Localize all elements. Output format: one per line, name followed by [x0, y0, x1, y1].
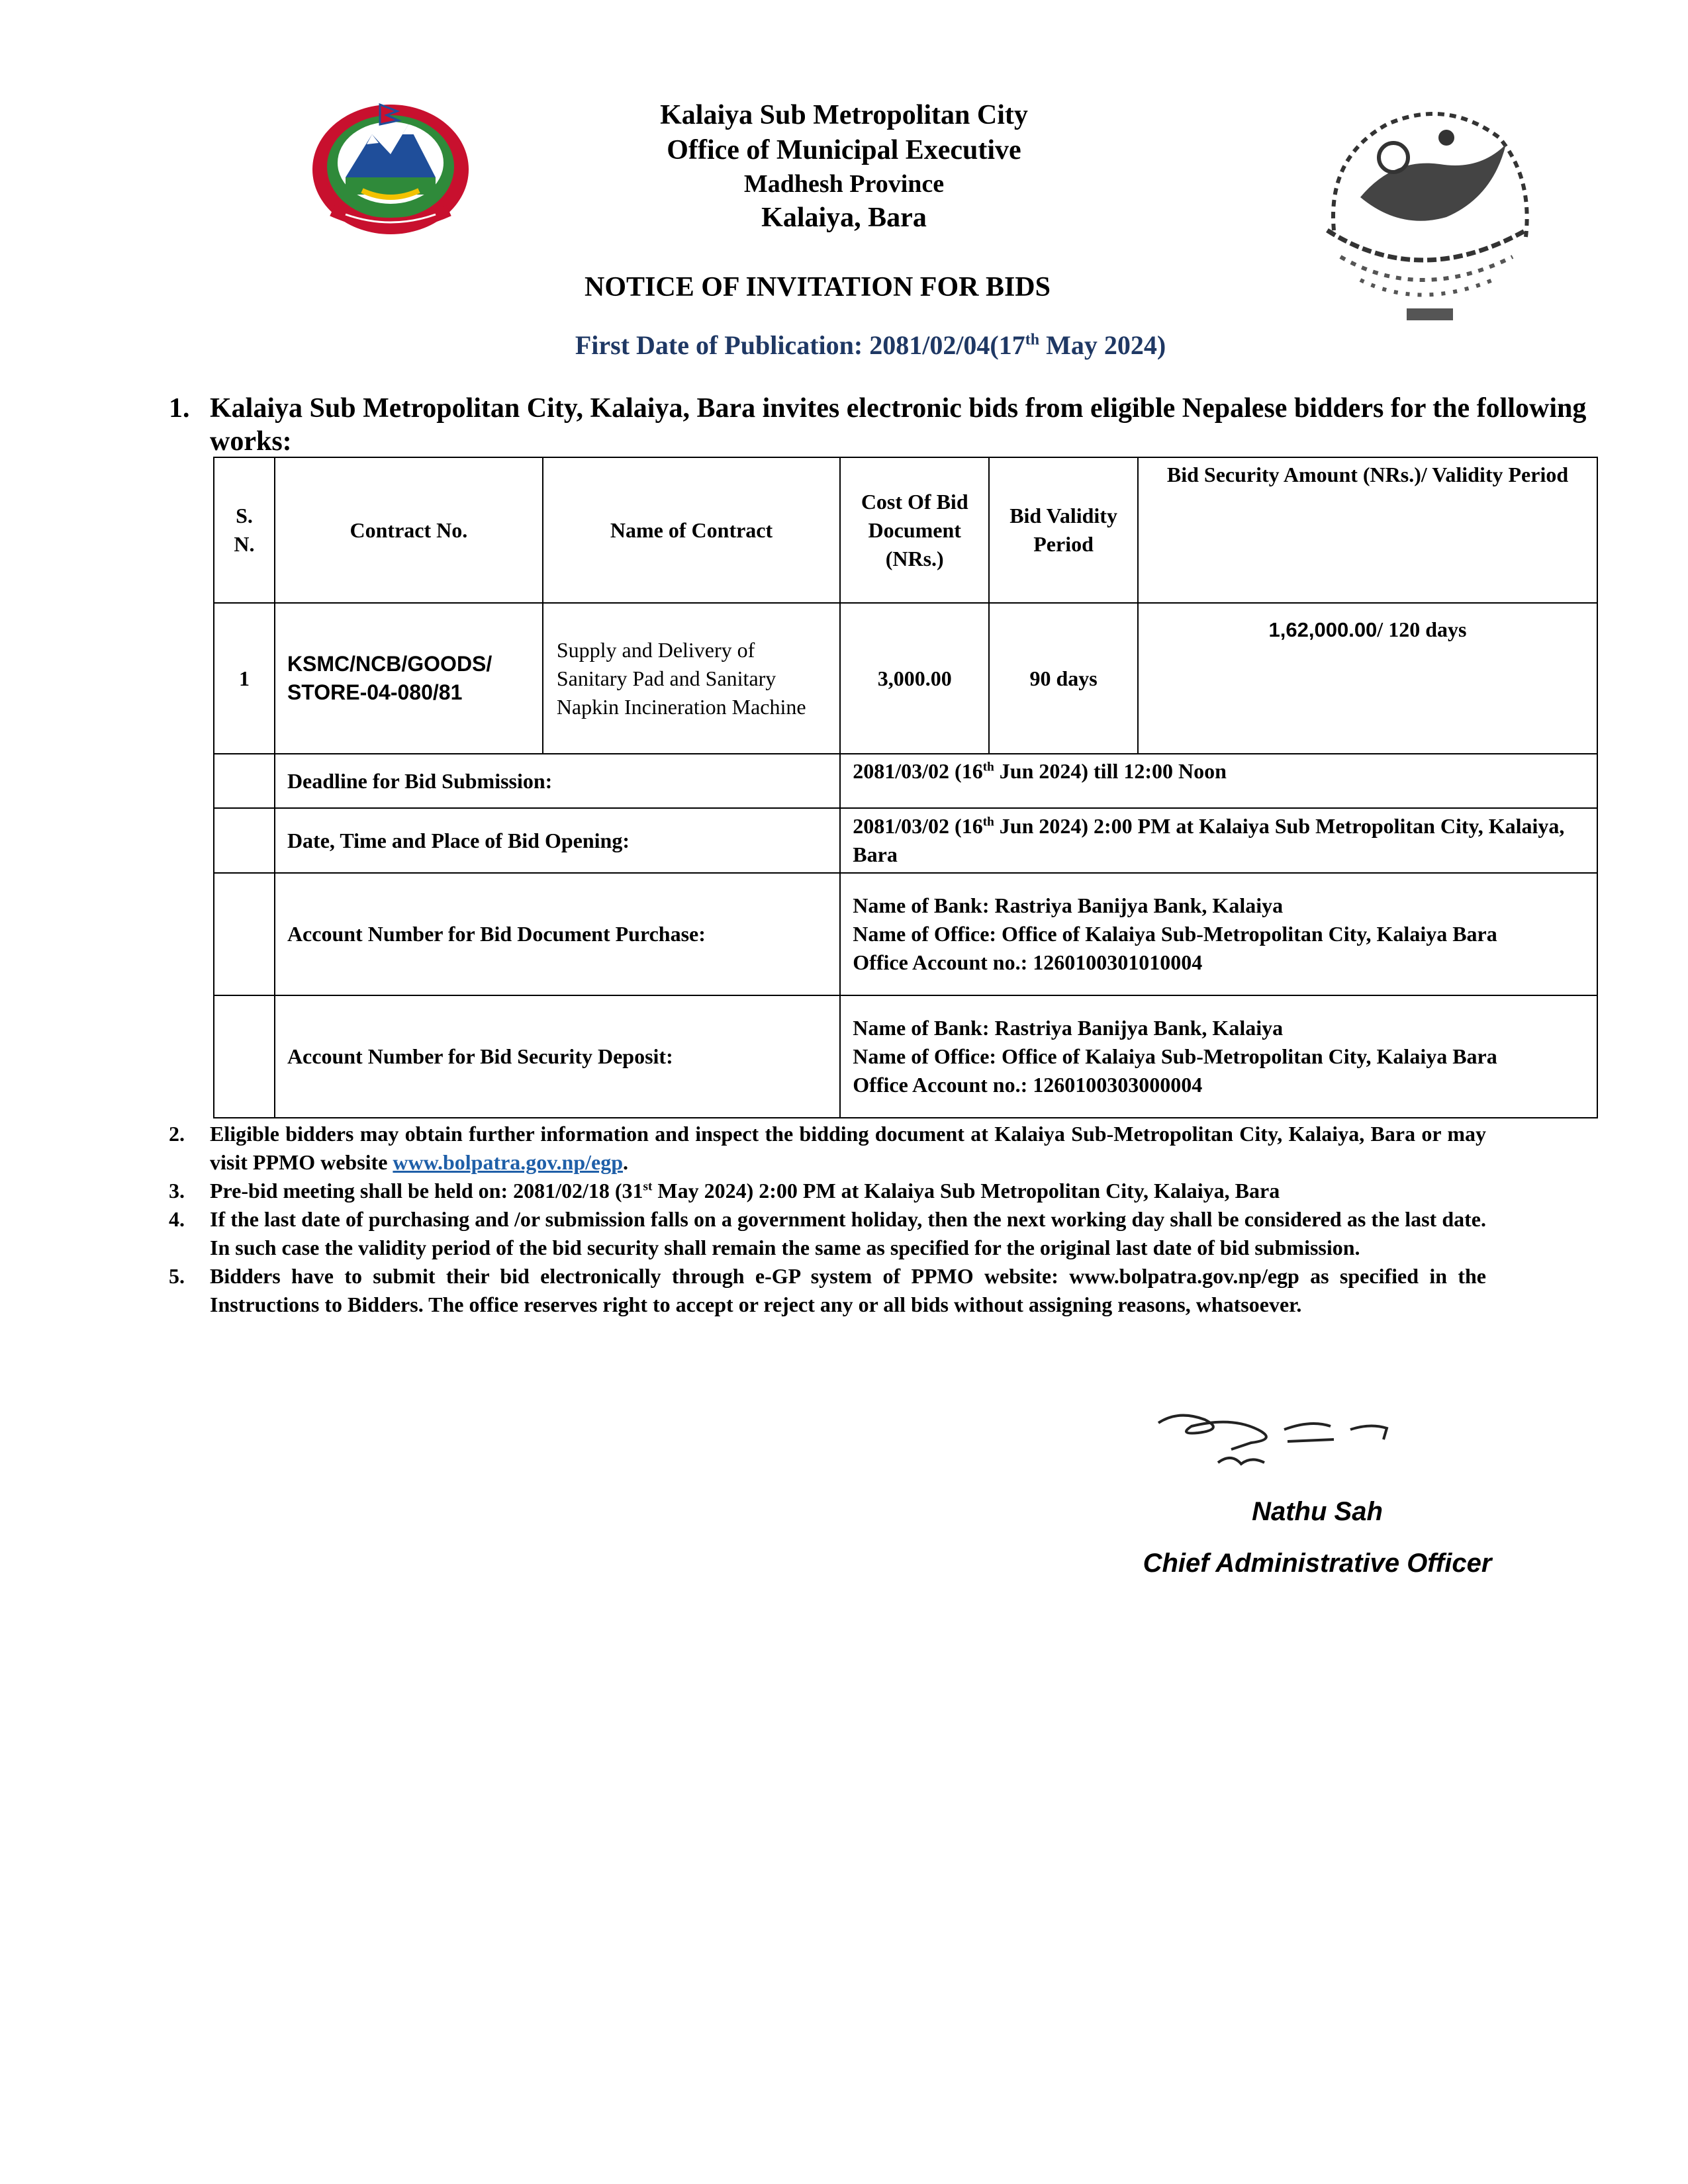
- publication-prefix: First Date of Publication: 2081/02/04(17: [575, 330, 1025, 360]
- purchase-office: Name of Office: Office of Kalaiya Sub-Metropolitan City, Kalaiya Bara: [853, 922, 1497, 946]
- purchase-row: [214, 873, 1597, 995]
- opening-value-b: Jun 2024) 2:00 PM at Kalaiya Sub Metropolitan City, Kalaiya, Bara: [853, 814, 1565, 866]
- opening-value: [840, 808, 1597, 873]
- publication-date: [26, 330, 1688, 361]
- header-contract-no: Contract No.: [275, 457, 543, 603]
- row-contract-no: KSMC/NCB/GOODS/ STORE-04-080/81: [275, 603, 543, 754]
- deadline-value: [840, 754, 1597, 808]
- deadline-label: Deadline for Bid Submission:: [275, 754, 840, 808]
- security-amount: 1,62,000.00: [1268, 618, 1378, 641]
- list-item: [169, 1177, 1486, 1205]
- item-number: 4.: [169, 1207, 185, 1231]
- opening-row: [214, 808, 1597, 873]
- deadline-sup: th: [982, 760, 994, 774]
- publication-sup: th: [1025, 331, 1040, 349]
- deadline-value-b: Jun 2024) till 12:00 Noon: [994, 759, 1227, 783]
- opening-sup: th: [982, 815, 994, 829]
- deadline-row: [214, 754, 1597, 808]
- item-text-a: Pre-bid meeting shall be held on: 2081/02/18 (31: [210, 1179, 643, 1203]
- header-validity: Bid Validity Period: [989, 457, 1138, 603]
- intro-number: 1.: [169, 393, 190, 424]
- intro-text: Kalaiya Sub Metropolitan City, Kalaiya, Bara invites electronic bids from eligible Nepalese bidders for the following works:: [210, 393, 1587, 457]
- list-item: [169, 1262, 1486, 1319]
- purchase-label: Account Number for Bid Document Purchase:: [275, 873, 840, 995]
- item-text: Eligible bidders may obtain further information and inspect the bidding document at Kalaiya Sub-Metropolitan City, Kalaiya, Bara or may visit PPMO website: [210, 1122, 1486, 1174]
- row-sn: 1: [214, 603, 275, 754]
- signature-mark: [1152, 1403, 1403, 1476]
- header-security: Bid Security Amount (NRs.)/ Validity Period: [1138, 457, 1597, 603]
- province-name: Madhesh Province: [743, 170, 945, 198]
- purchase-account: Office Account no.: 1260100301010004: [853, 950, 1203, 974]
- deposit-value: [840, 995, 1597, 1118]
- empty-cell: [214, 754, 275, 808]
- row-name: Supply and Delivery of Sanitary Pad and Sanitary Napkin Incineration Machine: [543, 603, 840, 754]
- opening-value-a: 2081/03/02 (16: [853, 814, 983, 838]
- deposit-row: [214, 995, 1597, 1118]
- publication-suffix: May 2024): [1039, 330, 1166, 360]
- deposit-bank: Name of Bank: Rastriya Banijya Bank, Kalaiya: [853, 1016, 1284, 1040]
- row-security: [1138, 603, 1597, 754]
- ppmo-link[interactable]: www.bolpatra.gov.np/egp: [393, 1150, 624, 1174]
- purchase-value: [840, 873, 1597, 995]
- list-item: [169, 1205, 1486, 1262]
- office-name: Office of Municipal Executive: [667, 135, 1021, 165]
- item-end: .: [623, 1150, 629, 1174]
- row-cost: 3,000.00: [840, 603, 989, 754]
- intro-paragraph: [169, 392, 1599, 458]
- table-header-row: [214, 457, 1597, 603]
- deposit-label: Account Number for Bid Security Deposit:: [275, 995, 840, 1118]
- row-validity: 90 days: [989, 603, 1138, 754]
- empty-cell: [214, 808, 275, 873]
- item-text: Bidders have to submit their bid electronically through e-GP system of PPMO website: www.bolpatra.gov.np/egp as specified in the Instructions to Bidders. The office reserves right to accept or reject any or all bids without assigning reasons, whatsoever.: [210, 1264, 1486, 1316]
- item-number: 3.: [169, 1179, 185, 1203]
- signatory-title: Chief Administrative Officer: [1143, 1549, 1492, 1578]
- item-text-b: May 2024) 2:00 PM at Kalaiya Sub Metropolitan City, Kalaiya, Bara: [652, 1179, 1280, 1203]
- item-sup: st: [643, 1179, 653, 1194]
- item-text: If the last date of purchasing and /or submission falls on a government holiday, then the next working day shall be considered as the last date. In such case the validity period of the bid security shall remain the same as specified for the original last date of bid submission.: [210, 1207, 1486, 1259]
- bid-table: [213, 457, 1598, 1118]
- table-row: [214, 603, 1597, 754]
- item-number: 2.: [169, 1122, 185, 1146]
- list-item: [169, 1120, 1486, 1177]
- opening-label: Date, Time and Place of Bid Opening:: [275, 808, 840, 873]
- deposit-account: Office Account no.: 1260100303000004: [853, 1073, 1203, 1097]
- signatory-name: Nathu Sah: [1252, 1497, 1383, 1526]
- purchase-bank: Name of Bank: Rastriya Banijya Bank, Kalaiya: [853, 893, 1284, 917]
- empty-cell: [214, 995, 275, 1118]
- header-name: Name of Contract: [543, 457, 840, 603]
- deadline-value-a: 2081/03/02 (16: [853, 759, 983, 783]
- terms-list: [169, 1120, 1486, 1319]
- header-sn: S. N.: [214, 457, 275, 603]
- header-cost: Cost Of Bid Document (NRs.): [840, 457, 989, 603]
- item-number: 5.: [169, 1264, 185, 1288]
- empty-cell: [214, 873, 275, 995]
- deposit-office: Name of Office: Office of Kalaiya Sub-Metropolitan City, Kalaiya Bara: [853, 1044, 1497, 1068]
- location: Kalaiya, Bara: [761, 203, 927, 233]
- notice-title: NOTICE OF INVITATION FOR BIDS: [585, 272, 1051, 302]
- org-name: Kalaiya Sub Metropolitan City: [660, 100, 1028, 130]
- security-period: / 120 days: [1377, 617, 1467, 641]
